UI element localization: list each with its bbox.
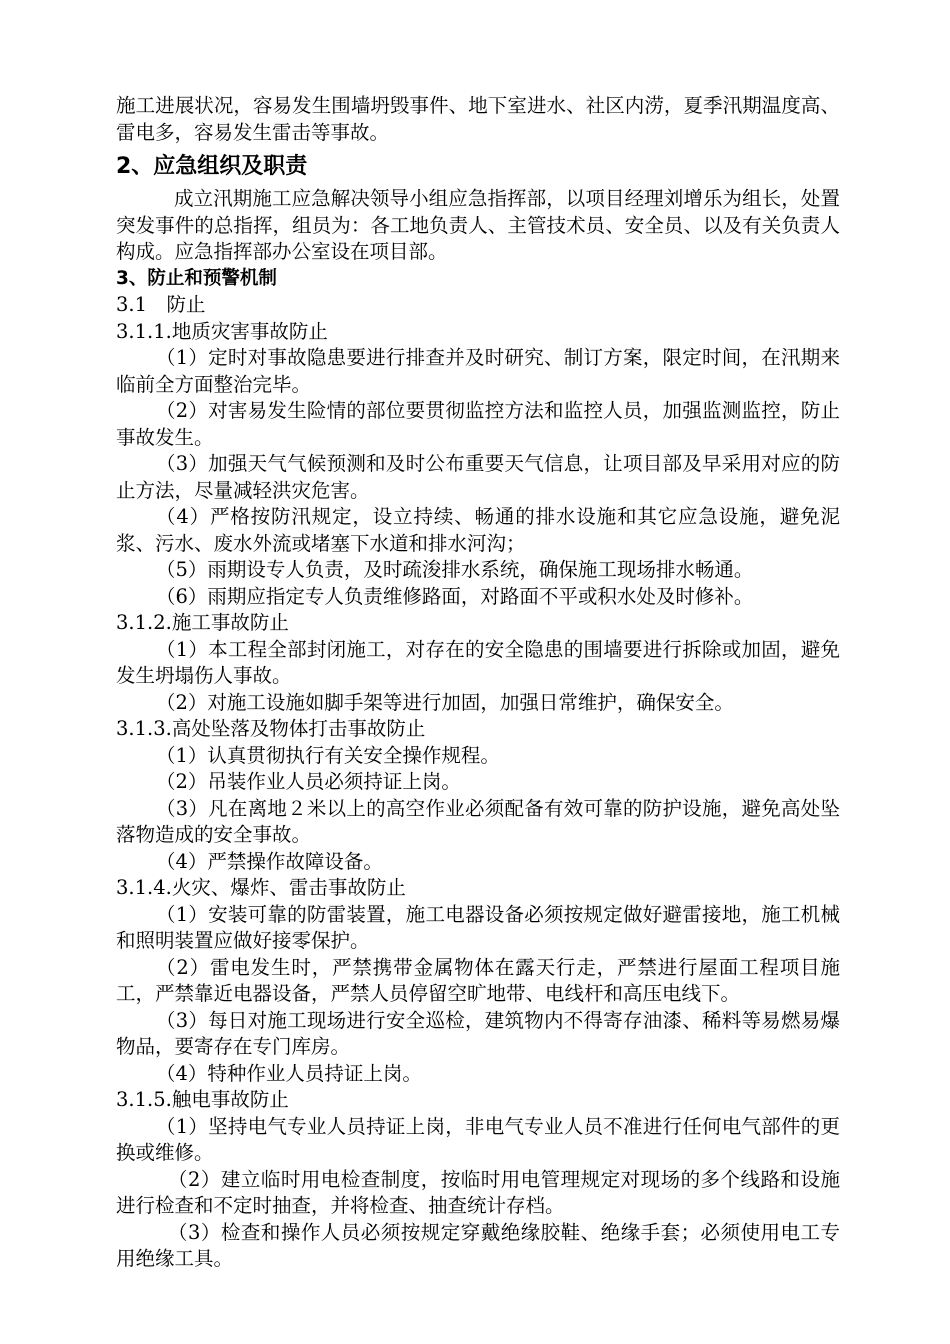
list-item: （3）检查和操作人员必须按规定穿戴绝缘胶鞋、绝缘手套；必须使用电工专用绝缘工具。 [116, 1220, 840, 1270]
list-item: （3）每日对施工现场进行安全巡检，建筑物内不得寄存油漆、稀料等易燃易爆物品，要寄存在专门库房。 [116, 1008, 840, 1058]
list-item: （3）加强天气气候预测和及时公布重要天气信息，让项目部及早采用对应的防止方法，尽量减轻洪灾危害。 [116, 452, 840, 502]
list-item: （1）本工程全部封闭施工，对存在的安全隐患的围墙要进行拆除或加固，避免发生坍塌伤人事故。 [116, 637, 840, 687]
subsection-3-1-2-heading: 3.1.2.施工事故防止 [116, 611, 289, 634]
section-2-heading: 2、应急组织及职责 [116, 154, 308, 179]
section-2-paragraph: 成立汛期施工应急解决领导小组应急指挥部，以项目经理刘增乐为组长，处置突发事件的总指挥，组员为：各工地负责人、主管技术员、安全员、以及有关负责人构成。应急指挥部办公室设在项目部。 [116, 187, 840, 263]
list-item: （5）雨期设专人负责，及时疏浚排水系统，确保施工现场排水畅通。 [156, 558, 754, 581]
list-item: （2）建立临时用电检查制度，按临时用电管理规定对现场的多个线路和设施进行检查和不定时抽查，并将检查、抽查统计存档。 [116, 1167, 840, 1217]
subsection-3-1-heading: 3.1 防止 [116, 293, 206, 316]
intro-paragraph: 施工进展状况，容易发生围墙坍毁事件、地下室进水、社区内涝，夏季汛期温度高、雷电多，容易发生雷击等事故。 [116, 94, 840, 144]
list-item: （1）定时对事故隐患要进行排查并及时研究、制订方案，限定时间，在汛期来临前全方面整治完毕。 [116, 346, 840, 396]
list-item: （6）雨期应指定专人负责维修路面，对路面不平或积水处及时修补。 [156, 584, 754, 608]
list-item: （4）严禁操作故障设备。 [156, 849, 383, 873]
list-item: （4）严格按防汛规定，设立持续、畅通的排水设施和其它应急设施，避免泥浆、污水、废水外流或堵塞下水道和排水河沟； [116, 505, 840, 555]
list-item: （1）坚持电气专业人员持证上岗，非电气专业人员不准进行任何电气部件的更换或维修。 [116, 1114, 840, 1164]
subsection-3-1-1-heading: 3.1.1.地质灾害事故防止 [116, 319, 328, 343]
list-item: （2）吊装作业人员必须持证上岗。 [156, 770, 461, 793]
subsection-3-1-3-heading: 3.1.3.高处坠落及物体打击事故防止 [116, 717, 426, 740]
list-item: （1）认真贯彻执行有关安全操作规程。 [156, 743, 500, 767]
list-item: （2）雷电发生时，严禁携带金属物体在露天行走，严禁进行屋面工程项目施工，严禁靠近电器设备，严禁人员停留空旷地带、电线杆和高压电线下。 [116, 955, 840, 1005]
subsection-3-1-4-heading: 3.1.4.火灾、爆炸、雷击事故防止 [116, 876, 406, 899]
section-3-heading: 3、防止和预警机制 [116, 267, 277, 289]
list-item: （1）安装可靠的防雷装置，施工电器设备必须按规定做好避雷接地，施工机械和照明装置应做好接零保护。 [116, 902, 840, 952]
list-item: （3）凡在离地２米以上的高空作业必须配备有效可靠的防护设施，避免高处坠落物造成的安全事故。 [116, 796, 840, 846]
list-item: （4）特种作业人员持证上岗。 [156, 1061, 422, 1085]
list-item: （2）对施工设施如脚手架等进行加固，加强日常维护，确保安全。 [156, 690, 734, 714]
subsection-3-1-5-heading: 3.1.5.触电事故防止 [116, 1088, 289, 1111]
list-item: （2）对害易发生险情的部位要贯彻监控方法和监控人员，加强监测监控，防止事故发生。 [116, 399, 840, 449]
